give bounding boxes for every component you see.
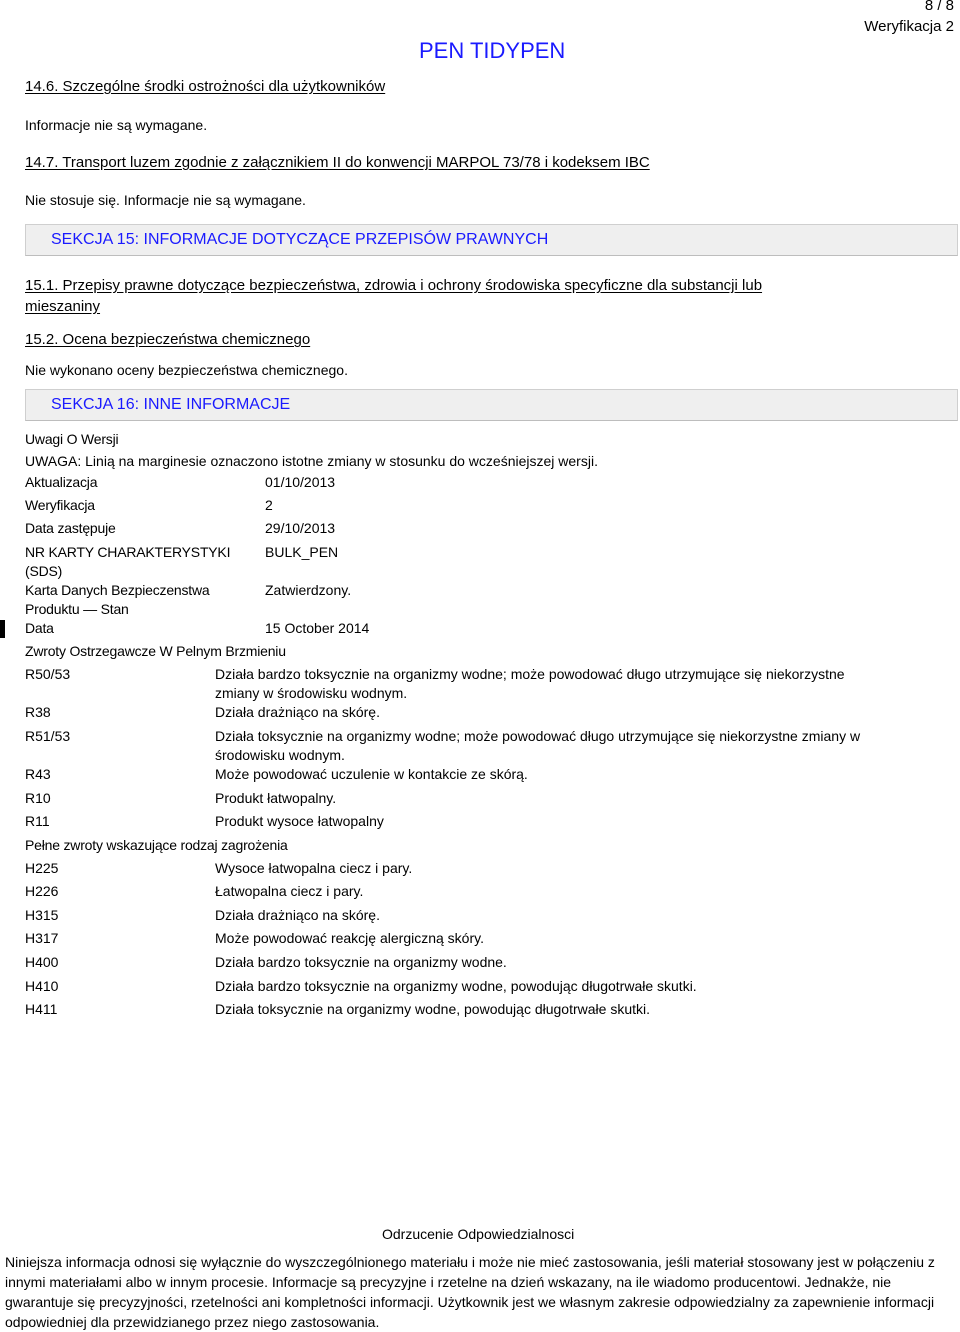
r-phrase-code: R11 (25, 813, 50, 829)
h-phrase-text: Wysoce łatwopalna ciecz i pary. (215, 860, 413, 876)
section-15-2-heading: 15.2. Ocena bezpieczeństwa chemicznego (25, 331, 311, 348)
disclaimer-text: Niniejsza informacja odnosi się wyłącznie do wyszczególnionego materiału i może nie mieć zastosowania, jeśli materiał stosowany jest w połączeniu z innymi materiałami albo w innym procesie. Informacje są precyzyjne i rzetelne na dzień wskazany, na ile wiadomo producentowi. Jednakże, nie gwarantuje się precyzyjności, rzetelności ani kompletności informacji. Użytkownik jest we własnym zakresie odpowiedzialny za zapewnienie informacji odpowiedniej dla przewidzianego przez niego zastosowania. (5, 1254, 935, 1330)
h-phrase-text: Może powodować reakcję alergiczną skóry. (215, 930, 484, 946)
h-phrase-code: H410 (25, 978, 59, 994)
section-15-title: SEKCJA 15: INFORMACJE DOTYCZĄCE PRZEPISÓW PRAWNYCH (51, 231, 549, 248)
r-phrase-text: Działa bardzo toksycznie na organizmy wodne; może powodować długo utrzymujące się niekorzystne (215, 666, 845, 682)
section-14-6-text: Informacje nie są wymagane. (25, 117, 208, 133)
h-phrase-code: H225 (25, 860, 59, 876)
update-value: 01/10/2013 (265, 474, 336, 490)
r-phrase-text: Produkt wysoce łatwopalny (215, 813, 384, 829)
remarks-label: Uwagi O Wersji (25, 431, 119, 447)
h-phrase-code: H411 (25, 1001, 58, 1017)
disclaimer-title: Odrzucenie Odpowiedzialnosci (382, 1226, 575, 1242)
h-phrase-code: H315 (25, 907, 59, 923)
section-14-7-text: Nie stosuje się. Informacje nie są wymagane. (25, 192, 306, 208)
r-phrase-code: R51/53 (25, 728, 71, 744)
h-phrase-text: Działa drażniąco na skórę. (215, 907, 380, 923)
r-phrase-text: Może powodować uczulenie w kontakcie ze skórą. (215, 766, 528, 782)
remarks-text: UWAGA: Linią na marginesie oznaczono istotne zmiany w stosunku do wcześniejszej wersji. (25, 453, 598, 469)
sds-number-label-line2: (SDS) (25, 563, 63, 579)
sds-number-value: BULK_PEN (265, 544, 339, 560)
version-label: Weryfikacja 2 (864, 18, 954, 35)
update-label: Aktualizacja (25, 474, 98, 490)
section-15-1-heading-line2: mieszaniny (25, 298, 101, 315)
r-phrase-code: R38 (25, 704, 51, 720)
h-phrases-heading: Pełne zwroty wskazujące rodzaj zagrożenia (25, 837, 288, 853)
r-phrase-code: R50/53 (25, 666, 71, 682)
section-15-2-text: Nie wykonano oceny bezpieczeństwa chemicznego. (25, 362, 348, 378)
section-14-7-heading: 14.7. Transport luzem zgodnie z załącznikiem II do konwencji MARPOL 73/78 i kodeksem IBC (25, 154, 650, 171)
r-phrase-text: Działa toksycznie na organizmy wodne; może powodować długo utrzymujące się niekorzystne zmiany w (215, 728, 861, 744)
section-16-title: SEKCJA 16: INNE INFORMACJE (51, 396, 291, 413)
section-15-1-heading-line1: 15.1. Przepisy prawne dotyczące bezpieczeństwa, zdrowia i ochrony środowiska specyficzne dla substancji lub (25, 277, 763, 294)
status-value: Zatwierdzony. (265, 582, 352, 598)
section-15-header (25, 224, 958, 256)
r-phrase-text-cont: zmiany w środowisku wodnym. (215, 685, 408, 701)
change-bar (0, 620, 5, 638)
version-field-value: 2 (265, 497, 273, 513)
h-phrase-text: Działa toksycznie na organizmy wodne, powodując długotrwałe skutki. (215, 1001, 650, 1017)
h-phrase-text: Działa bardzo toksycznie na organizmy wodne, powodując długotrwałe skutki. (215, 978, 697, 994)
h-phrase-code: H400 (25, 954, 59, 970)
h-phrase-text: Działa bardzo toksycznie na organizmy wodne. (215, 954, 507, 970)
section-16-header (25, 389, 958, 421)
date-label: Data (25, 620, 54, 636)
r-phrase-text: Działa drażniąco na skórę. (215, 704, 380, 720)
date-value: 15 October 2014 (265, 620, 370, 636)
h-phrase-code: H226 (25, 883, 59, 899)
r-phrases-heading: Zwroty Ostrzegawcze W Pelnym Brzmieniu (25, 643, 286, 659)
status-label-line1: Karta Danych Bezpieczenstwa (25, 582, 210, 598)
r-phrase-code: R43 (25, 766, 51, 782)
h-phrase-text: Łatwopalna ciecz i pary. (215, 883, 364, 899)
supersedes-label: Data zastępuje (25, 520, 116, 536)
sds-number-label-line1: NR KARTY CHARAKTERYSTYKI (25, 544, 231, 560)
status-label-line2: Produktu — Stan (25, 601, 129, 617)
h-phrase-code: H317 (25, 930, 59, 946)
section-14-6-heading: 14.6. Szczególne środki ostrożności dla użytkowników (25, 78, 386, 95)
r-phrase-text-cont: środowisku wodnym. (215, 747, 345, 763)
product-name: PEN TIDYPEN (419, 38, 566, 63)
r-phrase-code: R10 (25, 790, 51, 806)
page-number: 8 / 8 (924, 0, 954, 14)
r-phrase-text: Produkt łatwopalny. (215, 790, 337, 806)
supersedes-value: 29/10/2013 (265, 520, 336, 536)
version-field-label: Weryfikacja (25, 497, 95, 513)
